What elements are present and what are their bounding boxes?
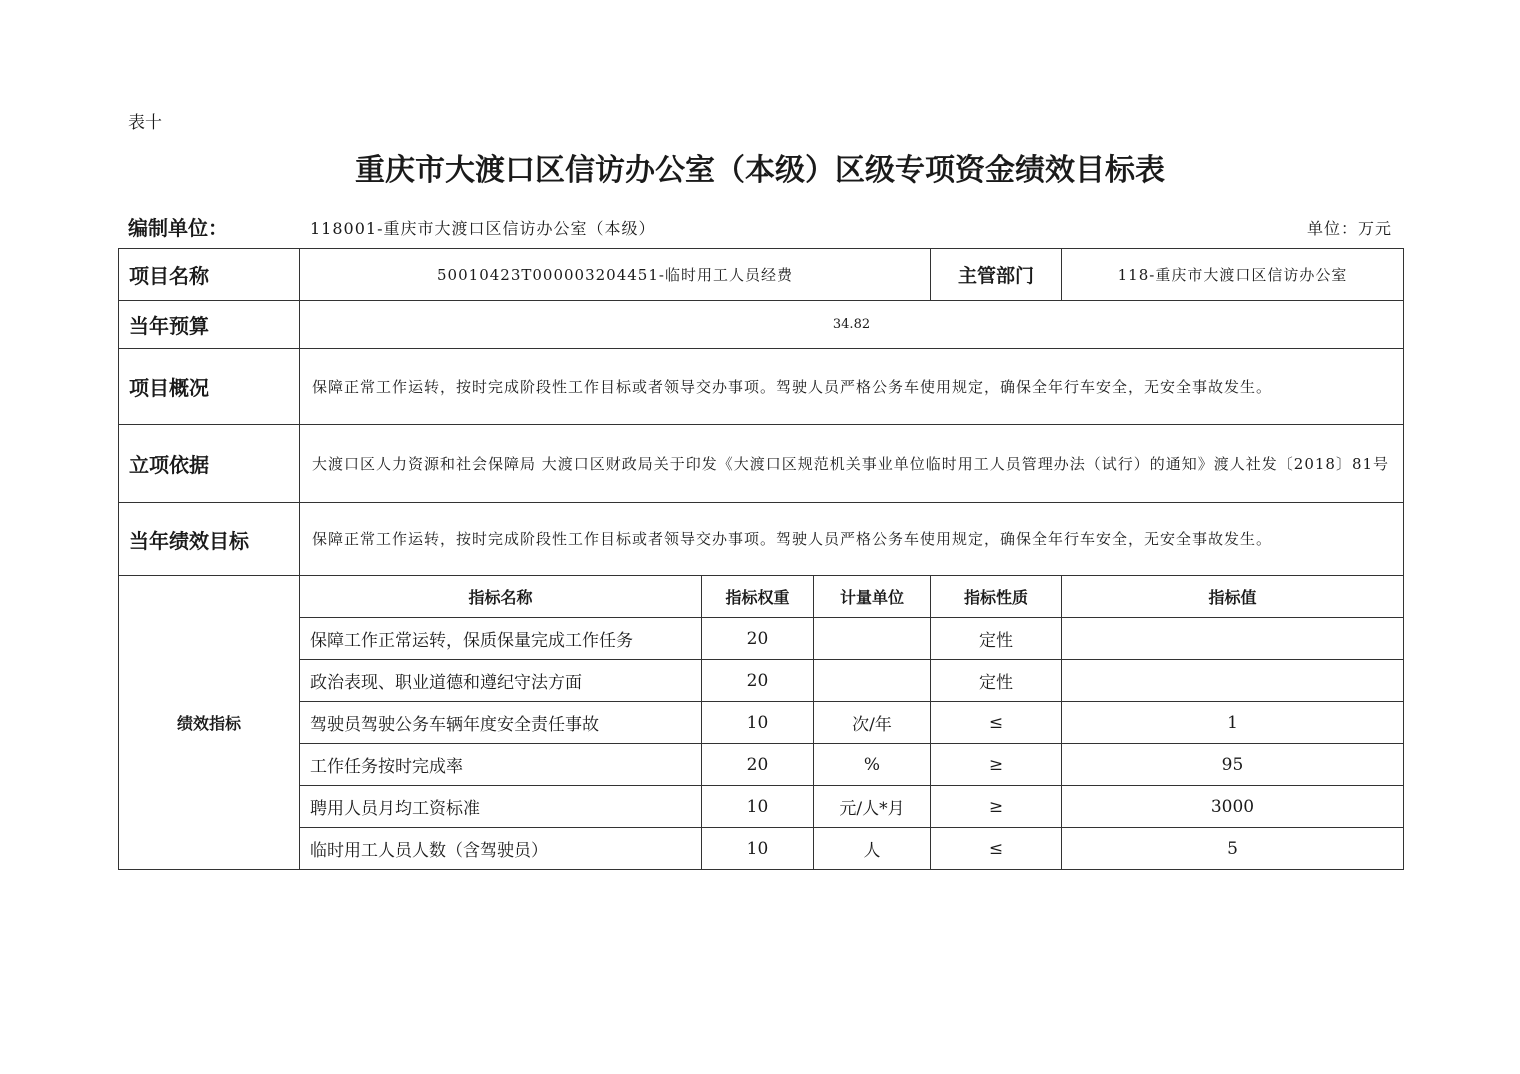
indicator-weight: 10 (702, 828, 814, 870)
document-title: 重庆市大渡口区信访办公室（本级）区级专项资金绩效目标表 (355, 153, 1165, 188)
indicator-weight: 10 (702, 786, 814, 828)
project-name-value: 50010423T000003204451-临时用工人员经费 (300, 249, 931, 301)
header-indicator-unit: 计量单位 (814, 576, 931, 618)
table-row (119, 828, 1404, 870)
indicator-name: 工作任务按时完成率 (300, 744, 702, 786)
table-row (119, 618, 1404, 660)
indicator-weight: 20 (702, 618, 814, 660)
header-indicator-value: 指标值 (1062, 576, 1404, 618)
indicator-value: 1 (1062, 702, 1404, 744)
indicator-weight: 20 (702, 744, 814, 786)
indicator-nature: ≤ (931, 702, 1062, 744)
indicator-weight: 10 (702, 702, 814, 744)
indicator-value: 3000 (1062, 786, 1404, 828)
goal-value: 保障正常工作运转，按时完成阶段性工作目标或者领导交办事项。驾驶人员严格公务车使用规定，确保全年行车安全，无安全事故发生。 (300, 503, 1404, 576)
table-row (119, 744, 1404, 786)
indicator-value: 95 (1062, 744, 1404, 786)
indicator-unit: 元/人*月 (814, 786, 931, 828)
basis-row (119, 425, 1404, 503)
indicator-name: 聘用人员月均工资标准 (300, 786, 702, 828)
budget-label: 当年预算 (119, 301, 300, 349)
project-name-label: 项目名称 (119, 249, 300, 301)
indicator-unit: 次/年 (814, 702, 931, 744)
indicator-name: 临时用工人员人数（含驾驶员） (300, 828, 702, 870)
budget-value: 34.82 (300, 301, 1404, 349)
project-name-row (119, 249, 1404, 301)
table-row (119, 786, 1404, 828)
basis-value: 大渡口区人力资源和社会保障局 大渡口区财政局关于印发《大渡口区规范机关事业单位临时用工人员管理办法（试行）的通知》渡人社发〔2018〕81号 (300, 425, 1404, 503)
indicator-nature: 定性 (931, 618, 1062, 660)
indicator-unit (814, 660, 931, 702)
compiler-value: 118001-重庆市大渡口区信访办公室（本级） (310, 219, 656, 238)
indicator-name: 驾驶员驾驶公务车辆年度安全责任事故 (300, 702, 702, 744)
performance-table (118, 248, 1404, 870)
indicator-nature: ≥ (931, 786, 1062, 828)
overview-value: 保障正常工作运转，按时完成阶段性工作目标或者领导交办事项。驾驶人员严格公务车使用规定，确保全年行车安全，无安全事故发生。 (300, 349, 1404, 425)
header-indicator-nature: 指标性质 (931, 576, 1062, 618)
money-unit: 单位：万元 (1306, 219, 1392, 238)
compiler-label: 编制单位： (128, 216, 228, 240)
overview-row (119, 349, 1404, 425)
compiler-row (128, 212, 1392, 242)
overview-label: 项目概况 (119, 349, 300, 425)
indicator-unit: % (814, 744, 931, 786)
dept-label: 主管部门 (931, 249, 1062, 301)
header-indicator-name: 指标名称 (300, 576, 702, 618)
budget-row (119, 301, 1404, 349)
header-indicator-weight: 指标权重 (702, 576, 814, 618)
page-label: 表十 (128, 113, 162, 133)
indicators-section-label: 绩效指标 (119, 576, 300, 870)
indicator-weight: 20 (702, 660, 814, 702)
basis-label: 立项依据 (119, 425, 300, 503)
indicator-nature: ≥ (931, 744, 1062, 786)
indicator-nature: ≤ (931, 828, 1062, 870)
dept-value: 118-重庆市大渡口区信访办公室 (1062, 249, 1404, 301)
indicator-name: 政治表现、职业道德和遵纪守法方面 (300, 660, 702, 702)
indicator-name: 保障工作正常运转，保质保量完成工作任务 (300, 618, 702, 660)
goal-label: 当年绩效目标 (119, 503, 300, 576)
indicator-value (1062, 618, 1404, 660)
indicator-value: 5 (1062, 828, 1404, 870)
indicator-header-row (119, 576, 1404, 618)
indicator-nature: 定性 (931, 660, 1062, 702)
table-row (119, 660, 1404, 702)
table-row (119, 702, 1404, 744)
indicator-value (1062, 660, 1404, 702)
indicator-unit (814, 618, 931, 660)
indicator-unit: 人 (814, 828, 931, 870)
goal-row (119, 503, 1404, 576)
